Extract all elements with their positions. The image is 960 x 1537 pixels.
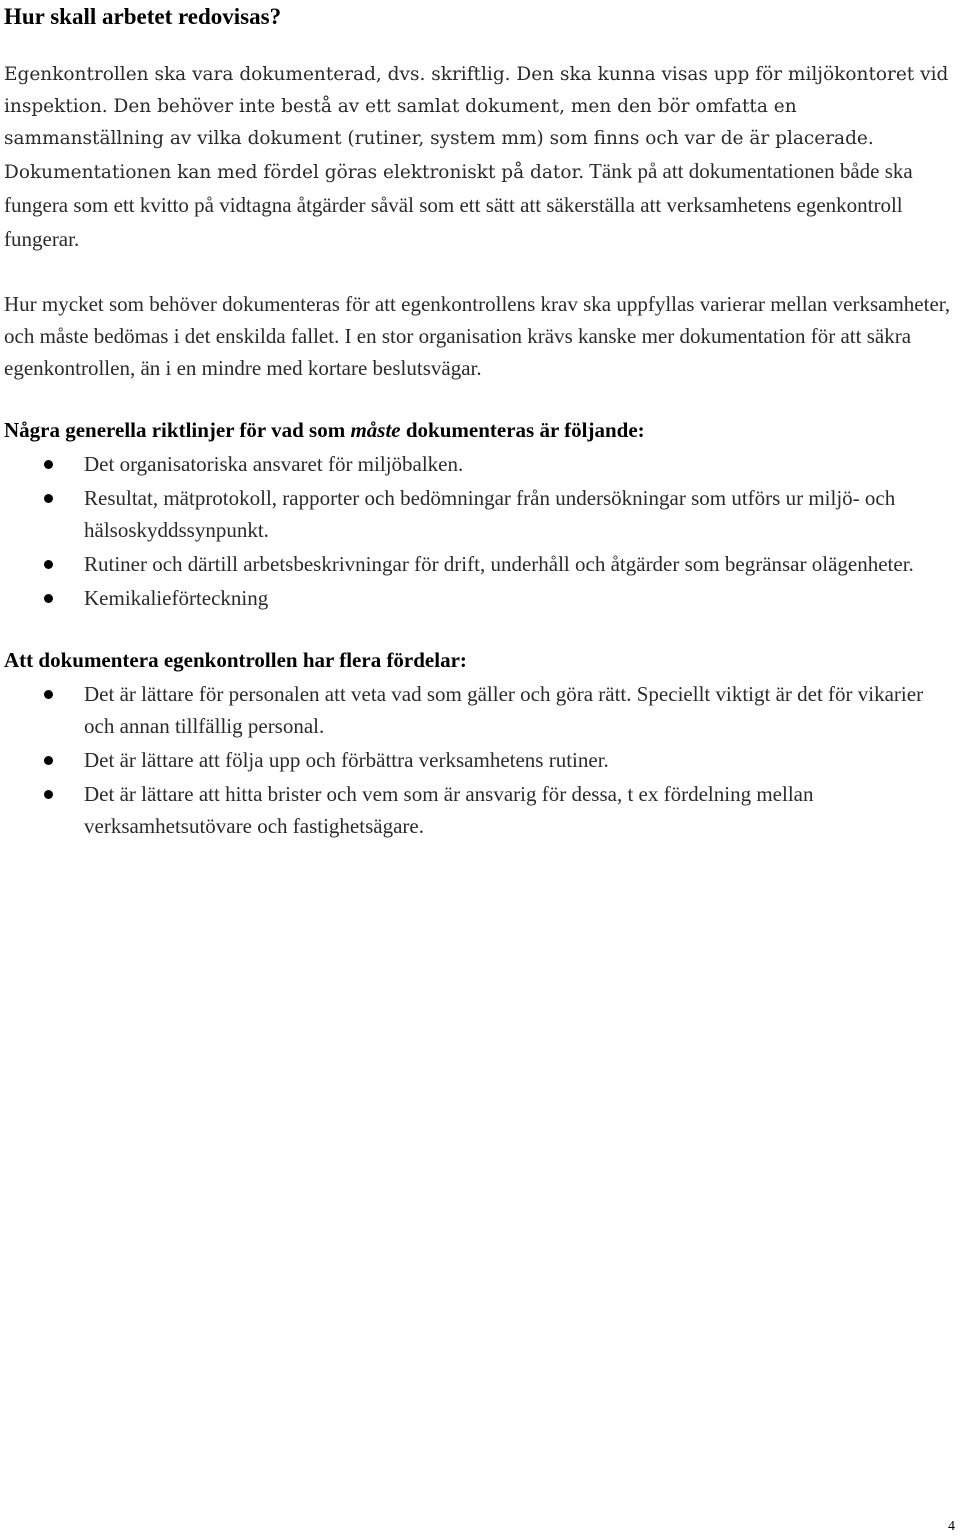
list-item	[4, 678, 952, 742]
list-item	[4, 778, 952, 842]
advantages-heading: Att dokumentera egenkontrollen har flera fördelar:	[4, 648, 467, 672]
advantages-list	[4, 678, 952, 842]
document-page	[4, 0, 952, 844]
guidelines-list	[4, 448, 952, 614]
list-item	[4, 448, 952, 480]
list-item	[4, 582, 952, 614]
documentation-amount-paragraph: Hur mycket som behöver dokumenteras för att egenkontrollens krav ska uppfyllas varierar mellan verksamheter, och måste bedömas i det enskilda fallet. I en stor organisation krävs kanske mer dokumentation för att säkra egenkontrollen, än i en mindre med kortare beslutsvägar.	[4, 292, 951, 380]
bullet-icon	[44, 594, 53, 603]
bullet-icon	[44, 460, 53, 469]
list-item-text: Det är lättare att följa upp och förbättra verksamhetens rutiner.	[84, 748, 609, 772]
list-item-text: Kemikalieförteckning	[84, 586, 269, 610]
bullet-icon	[44, 560, 53, 569]
list-item-text: Det organisatoriska ansvaret för miljöbalken.	[84, 452, 464, 476]
guidelines-heading-start: Några generella riktlinjer för vad som	[4, 418, 351, 442]
bullet-icon	[44, 756, 53, 765]
list-item	[4, 548, 952, 580]
intro-text-part2: Tänk på att dokumentationen både ska fungera som ett kvitto på vidtagna åtgärder såväl som ett sätt att säkerställa att verksamhetens egenkontroll fungerar.	[4, 159, 913, 251]
bullet-icon	[44, 494, 53, 503]
list-item-text: Resultat, mätprotokoll, rapporter och bedömningar från undersökningar som utförs ur miljö- och hälsoskyddssynpunkt.	[84, 486, 896, 542]
list-item-text: Det är lättare att hitta brister och vem som är ansvarig för dessa, t ex fördelning mellan verksamhetsutövare och fastighetsägare.	[84, 782, 814, 838]
bullet-icon	[44, 690, 53, 699]
guidelines-heading	[4, 414, 952, 446]
guidelines-heading-end: dokumenteras är följande:	[400, 418, 645, 442]
list-item	[4, 482, 952, 546]
page-number: 4	[948, 1519, 955, 1534]
guidelines-heading-emphasis: måste	[350, 418, 401, 442]
page-title: Hur skall arbetet redovisas?	[4, 4, 282, 29]
list-item-text: Rutiner och därtill arbetsbeskrivningar för drift, underhåll och åtgärder som begränsar olägenheter.	[84, 552, 914, 576]
list-item-text: Det är lättare för personalen att veta vad som gäller och göra rätt. Speciellt viktigt är det för vikarier och annan tillfällig personal.	[84, 682, 924, 738]
list-item	[4, 744, 952, 776]
intro-paragraph	[4, 59, 952, 257]
intro-text-part1: Egenkontrollen ska vara dokumenterad, dvs. skriftlig. Den ska kunna visas upp för miljökontoret vid inspektion. Den behöver inte bestå av ett samlat dokument, men den bör omfatta en sammanställning av vilka dokument (rutiner, system mm) som finns och var de är placerade. Dokumentationen kan med fördel göras elektroniskt på dator.	[4, 64, 949, 183]
bullet-icon	[44, 790, 53, 799]
